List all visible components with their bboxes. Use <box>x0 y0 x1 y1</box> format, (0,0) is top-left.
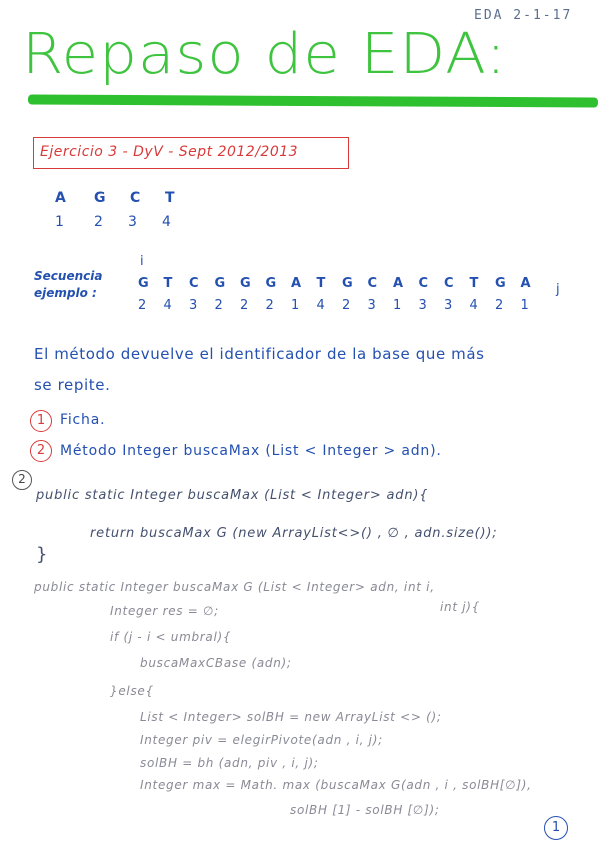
sequence-base: C <box>418 276 429 291</box>
code-line: buscaMaxCBase (adn); <box>140 656 292 670</box>
sequence-code: 3 <box>444 298 453 313</box>
sequence-base: C <box>444 276 454 291</box>
sequence-code: 2 <box>214 298 223 313</box>
code-line: if (j - i < umbral){ <box>110 630 232 644</box>
code-line: return buscaMax G (new ArrayList<>() , ∅ , adn.size()); <box>90 526 498 541</box>
sequence-base: T <box>163 276 173 291</box>
index-j: j <box>556 282 560 297</box>
index-i: i <box>140 254 144 269</box>
mapping-letter: G <box>94 190 106 206</box>
sequence-base: G <box>265 276 277 291</box>
item-text: Método Integer buscaMax (List < Integer > adn). <box>60 443 442 459</box>
sequence-base: G <box>495 276 506 291</box>
item-number-circle: 2 <box>30 440 52 462</box>
sequence-code: 3 <box>189 298 198 313</box>
sequence-code: 1 <box>520 298 529 313</box>
sequence-base: G <box>214 276 226 291</box>
sequence-code: 4 <box>316 298 325 313</box>
code-line: } <box>36 544 48 565</box>
mapping-number: 3 <box>128 214 137 230</box>
title-underline <box>28 95 598 108</box>
sequence-label: Secuencia <box>34 269 103 283</box>
code-line: int j){ <box>440 600 481 614</box>
item-number-circle: 1 <box>30 410 52 432</box>
sequence-code: 2 <box>495 298 504 313</box>
code-line: Integer max = Math. max (buscaMax G(adn , i , solBH[∅]), <box>140 778 532 792</box>
sequence-code: 1 <box>393 298 402 313</box>
mapping-number: 4 <box>162 214 171 230</box>
sequence-code: 4 <box>469 298 478 313</box>
sequence-label: ejemplo : <box>34 286 97 300</box>
mapping-letter: A <box>55 190 66 206</box>
sequence-base: G <box>240 276 251 291</box>
code-line: }else{ <box>110 684 154 698</box>
sequence-base: A <box>520 276 531 291</box>
sequence-base: A <box>291 276 302 291</box>
sequence-base: C <box>189 276 199 291</box>
sequence-code: 2 <box>342 298 351 313</box>
code-line: solBH = bh (adn, piv , i, j); <box>140 756 319 770</box>
page-title: Repaso de EDA: <box>22 22 507 87</box>
mapping-number: 2 <box>94 214 103 230</box>
sequence-code: 4 <box>163 298 172 313</box>
page-date: EDA 2-1-17 <box>474 8 573 23</box>
sequence-code: 1 <box>291 298 300 313</box>
sequence-base: T <box>316 276 326 291</box>
code-line: Integer res = ∅; <box>110 604 219 618</box>
mapping-number: 1 <box>55 214 64 230</box>
sequence-code: 3 <box>367 298 376 313</box>
description-line: El método devuelve el identificador de la base que más <box>34 345 485 363</box>
sequence-code: 2 <box>138 298 147 313</box>
description-line: se repite. <box>34 376 111 394</box>
sequence-base: A <box>393 276 404 291</box>
mapping-letter: C <box>130 190 141 206</box>
mapping-letter: T <box>165 190 175 206</box>
sequence-base: C <box>367 276 378 291</box>
code-marker: 2 <box>12 470 32 490</box>
sequence-base: T <box>469 276 479 291</box>
code-line: solBH [1] - solBH [∅]); <box>290 803 440 817</box>
exercise-label: Ejercicio 3 - DyV - Sept 2012/2013 <box>40 144 299 160</box>
page-number: 1 <box>544 816 568 840</box>
code-line: public static Integer buscaMax (List < Integer> adn){ <box>36 488 429 503</box>
sequence-code: 2 <box>265 298 274 313</box>
sequence-code: 3 <box>418 298 427 313</box>
item-text: Ficha. <box>60 412 106 428</box>
sequence-base: G <box>138 276 149 291</box>
code-line: List < Integer> solBH = new ArrayList <> (); <box>140 710 442 724</box>
code-line: public static Integer buscaMax G (List < Integer> adn, int i, <box>34 580 435 594</box>
code-line: Integer piv = elegirPivote(adn , i, j); <box>140 733 383 747</box>
sequence-code: 2 <box>240 298 249 313</box>
sequence-base: G <box>342 276 353 291</box>
